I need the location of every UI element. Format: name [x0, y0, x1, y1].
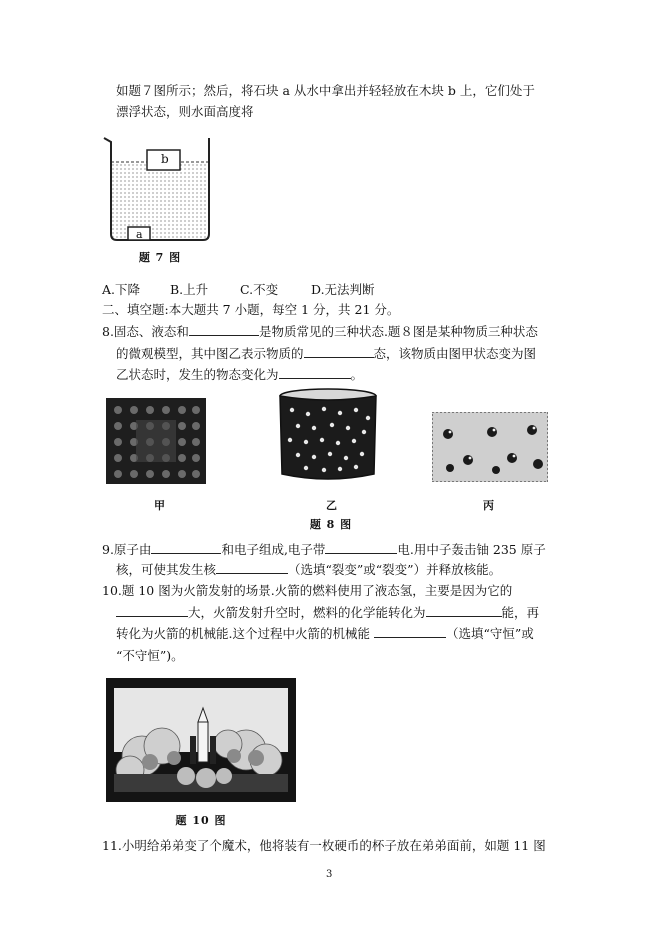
q10-line-3: 转化为火箭的机械能.这个过程中火箭的机械能 （选填“守恒”或 [116, 626, 534, 641]
fig7-caption: 题 7 图 [138, 251, 182, 264]
option-b: B.上升 [170, 282, 209, 297]
q9-blank-1 [151, 541, 221, 554]
gas-state-model [432, 412, 548, 482]
rocket-launch-photo [106, 678, 296, 802]
fig8-caption: 题 8 图 [309, 518, 353, 531]
label-b: b [161, 152, 169, 166]
q7-line-1: 如题７图所示；然后，将石块 a 从水中拿出并轻轻放在木块 b 上，它们处于 [116, 83, 535, 98]
q9-blank-3 [216, 561, 288, 574]
q8-line-1: 8.固态、液态和 是物质常见的三种状态.题８图是某种物质三种状态 [102, 324, 538, 339]
beaker-figure [100, 132, 218, 247]
q10-line-1: 10.题 10 图为火箭发射的场景.火箭的燃料使用了液态氢，主要是因为它的 [102, 583, 513, 598]
option-c: C.不变 [240, 282, 279, 297]
q7-line-2: 漂浮状态，则水面高度将 [116, 104, 254, 119]
label-bing: 丙 [483, 499, 495, 512]
q8-blank-2 [304, 345, 374, 358]
q10-blank-3 [374, 625, 446, 638]
q10-blank-1 [116, 604, 188, 617]
option-a: A.下降 [102, 282, 141, 297]
label-yi: 乙 [326, 499, 338, 512]
section-heading: 二、填空题:本大题共 7 小题，每空 1 分，共 21 分。 [102, 302, 400, 317]
q8-line-3: 乙状态时，发生的物态变化为 。 [116, 367, 364, 382]
q9-line-2: 核，可使其发生核 （选填“裂变”或“裂变”）并释放核能。 [116, 562, 502, 577]
water [111, 162, 209, 239]
fig10-caption: 题 10 图 [175, 814, 227, 827]
solid-state-model [106, 398, 206, 484]
q10-line-2: 大，火箭发射升空时，燃料的化学能转化为 能，再 [116, 604, 539, 622]
q8-blank-3 [279, 366, 351, 379]
q9-line-1: 9.原子由 和电子组成,电子带 电.用中子轰击铀 235 原子 [102, 542, 546, 557]
page-number: 3 [326, 869, 333, 880]
q10-blank-2 [426, 604, 502, 617]
q9-blank-2 [325, 541, 397, 554]
q10-line-4: “不守恒”)。 [116, 648, 184, 663]
q8-line-2: 的微观模型，其中图乙表示物质的 态，该物质由图甲状态变为图 [116, 346, 537, 361]
q8-blank-1 [189, 323, 259, 336]
option-d: D.无法判断 [311, 282, 375, 297]
label-jia: 甲 [154, 499, 166, 512]
q11-line-1: 11.小明给弟弟变了个魔术，他将装有一枚硬币的杯子放在弟弟面前，如题 11 图 [102, 838, 546, 853]
liquid-state-model [278, 388, 378, 484]
label-a: a [136, 228, 143, 241]
